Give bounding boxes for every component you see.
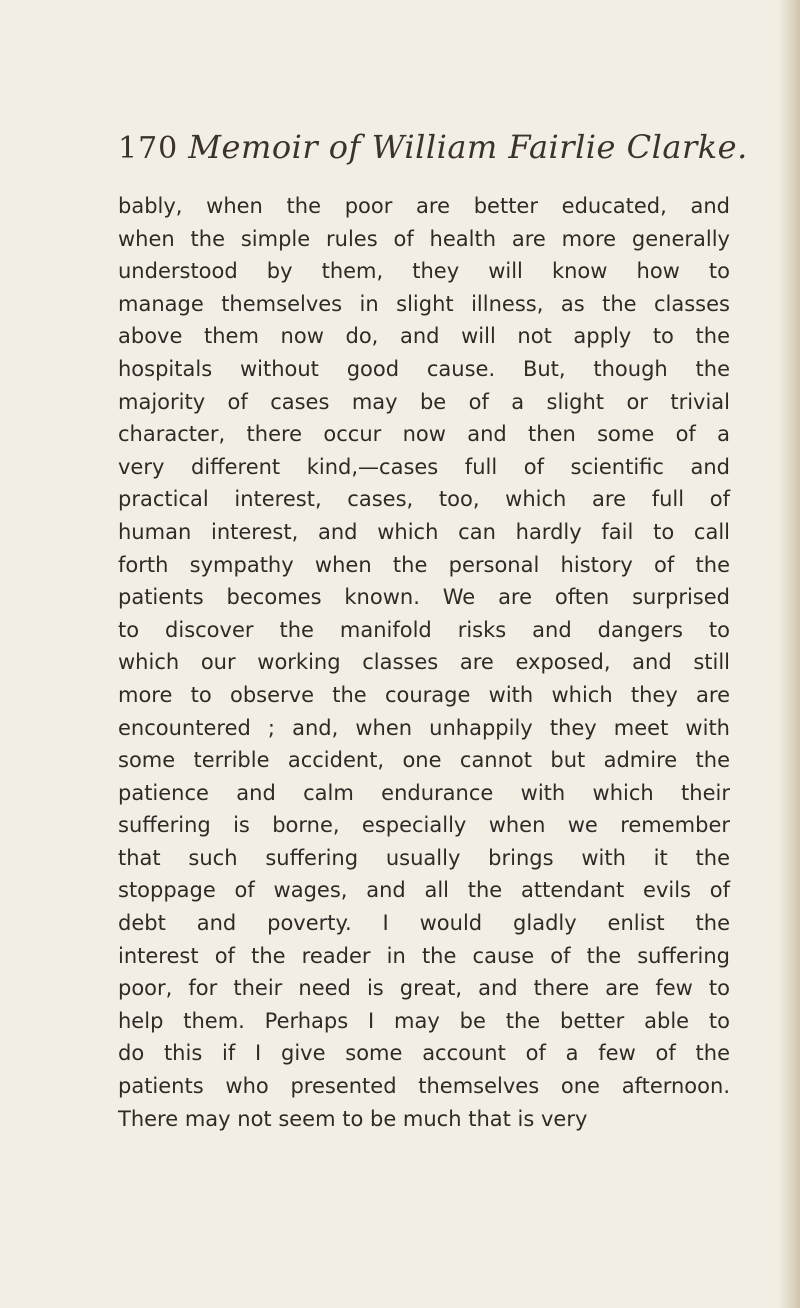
page-edge-shadow [778,0,800,1308]
text-line: to discover the manifold risks and dangers to [118,617,730,642]
text-line: more to observe the courage with which they are [118,682,730,707]
text-line: encountered ; and, when unhappily they meet with [118,715,730,740]
text-line: interest of the reader in the cause of the suffering [118,943,730,968]
text-line: character, there occur now and then some of a [118,422,730,447]
text-line: above them now do, and will not apply to the [118,324,730,349]
running-title: Memoir of William Fairlie Clarke. [188,128,748,166]
text-line: poor, for their need is great, and there are few to [118,976,730,1001]
text-line: very different kind,—cases full of scientific and [118,454,730,479]
text-line: patients who presented themselves one afternoon. [118,1074,730,1099]
text-line: hospitals without good cause. But, though the [118,356,730,381]
text-line: understood by them, they will know how to [118,259,730,284]
text-line: do this if I give some account of a few of the [118,1041,730,1066]
text-line: majority of cases may be of a slight or trivial [118,389,730,414]
text-line: suffering is borne, especially when we remember [118,813,730,838]
text-line: There may not seem to be much that is very [118,1106,588,1131]
text-line: bably, when the poor are better educated, and [118,194,730,218]
text-line: patience and calm endurance with which their [118,780,730,805]
text-line: that such suffering usually brings with it the [118,845,730,870]
running-head [118,128,748,166]
text-line: human interest, and which can hardly fail to call [118,519,730,544]
text-line: when the simple rules of health are more generally [118,226,730,251]
text-line: stoppage of wages, and all the attendant evils of [118,878,730,903]
text-line: practical interest, cases, too, which are full of [118,487,730,512]
text-line: debt and poverty. I would gladly enlist the [118,911,730,936]
text-line: help them. Perhaps I may be the better able to [118,1008,730,1033]
text-line: manage themselves in slight illness, as the classes [118,291,730,316]
text-line: which our working classes are exposed, and still [118,650,730,675]
text-line: forth sympathy when the personal history of the [118,552,730,577]
page-number: 170 [118,131,179,166]
body-paragraph [118,190,730,1135]
text-line: some terrible accident, one cannot but admire the [118,748,730,773]
text-line: patients becomes known. We are often surprised [118,585,730,610]
